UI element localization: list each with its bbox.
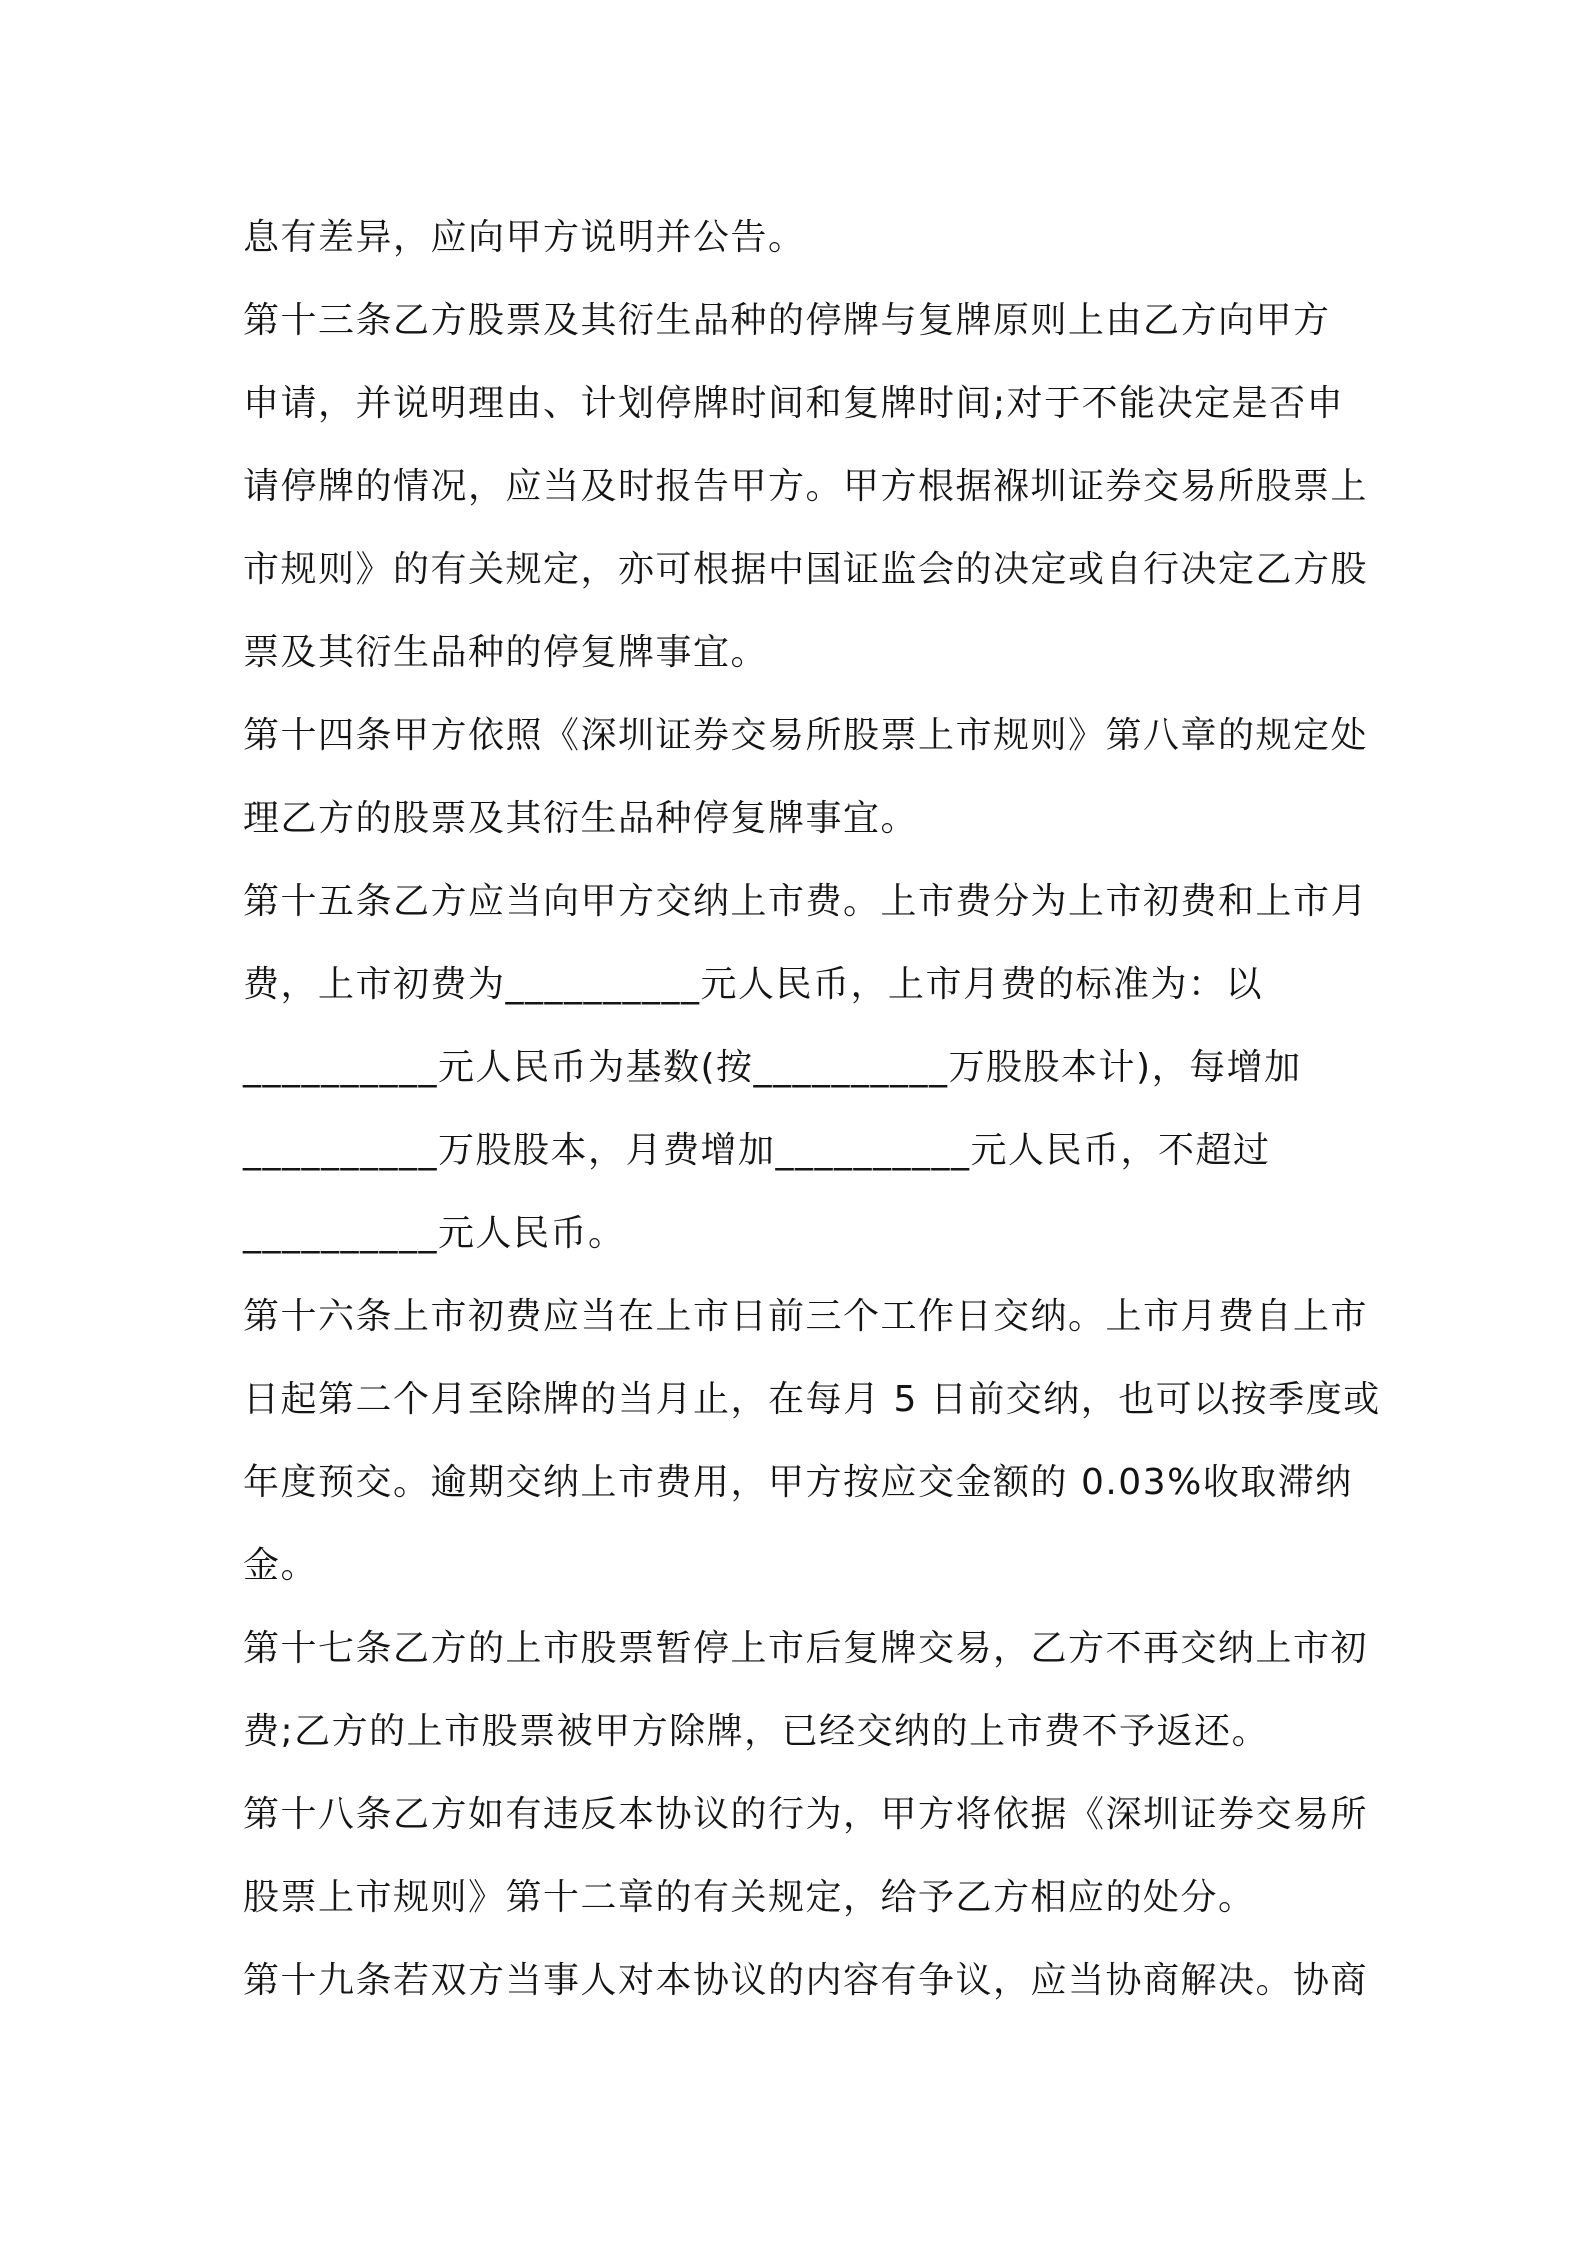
article-17 [243,1607,1369,1773]
text-line: 票及其衍生品种的停复牌事宜。 [243,632,769,673]
text-line: 第十七条乙方的上市股票暂停上市后复牌交易，乙方不再交纳上市初 [243,1628,1369,1669]
text-line: __________元人民币。 [243,1213,626,1254]
text-line: 费，上市初费为__________元人民币，上市月费的标准为：以 [243,964,1264,1005]
text-line: 息有差异，应向甲方说明并公告。 [243,217,806,258]
text-line: 股票上市规则》第十二章的有关规定，给予乙方相应的处分。 [243,1877,1256,1918]
text-line: __________万股股本，月费增加__________元人民币，不超过 [243,1130,1271,1171]
text-line: __________元人民币为基数(按__________万股股本计)，每增加 [243,1047,1302,1088]
article-13 [243,279,1369,694]
article-16 [243,1275,1381,1607]
article-15 [243,860,1369,1275]
text-line: 日起第二个月至除牌的当月止，在每月 5 日前交纳，也可以按季度或 [243,1379,1381,1420]
text-line: 申请，并说明理由、计划停牌时间和复牌时间;对于不能决定是否申 [243,383,1345,424]
text-line: 第十四条甲方依照《深圳证券交易所股票上市规则》第八章的规定处 [243,715,1369,756]
text-line: 理乙方的股票及其衍生品种停复牌事宜。 [243,798,919,839]
text-line: 第十六条上市初费应当在上市日前三个工作日交纳。上市月费自上市 [243,1296,1369,1337]
text-line: 金。 [243,1545,319,1586]
text-line: 第十三条乙方股票及其衍生品种的停牌与复牌原则上由乙方向甲方 [243,300,1331,341]
text-line: 第十九条若双方当事人对本协议的内容有争议，应当协商解决。协商 [243,1960,1369,2001]
document-body [243,196,1381,2022]
text-line: 年度预交。逾期交纳上市费用，甲方按应交金额的 0.03%收取滞纳 [243,1462,1353,1503]
text-line: 第十五条乙方应当向甲方交纳上市费。上市费分为上市初费和上市月 [243,881,1369,922]
text-line: 市规则》的有关规定，亦可根据中国证监会的决定或自行决定乙方股 [243,549,1369,590]
paragraph-continuation [243,196,1363,279]
article-14 [243,694,1369,860]
text-line: 第十八条乙方如有违反本协议的行为，甲方将依据《深圳证券交易所 [243,1794,1369,1835]
article-18 [243,1773,1369,1939]
text-line: 费;乙方的上市股票被甲方除牌，已经交纳的上市费不予返还。 [243,1711,1270,1752]
text-line: 请停牌的情况，应当及时报告甲方。甲方根据褓圳证券交易所股票上 [243,466,1369,507]
article-19 [243,1939,1369,2022]
